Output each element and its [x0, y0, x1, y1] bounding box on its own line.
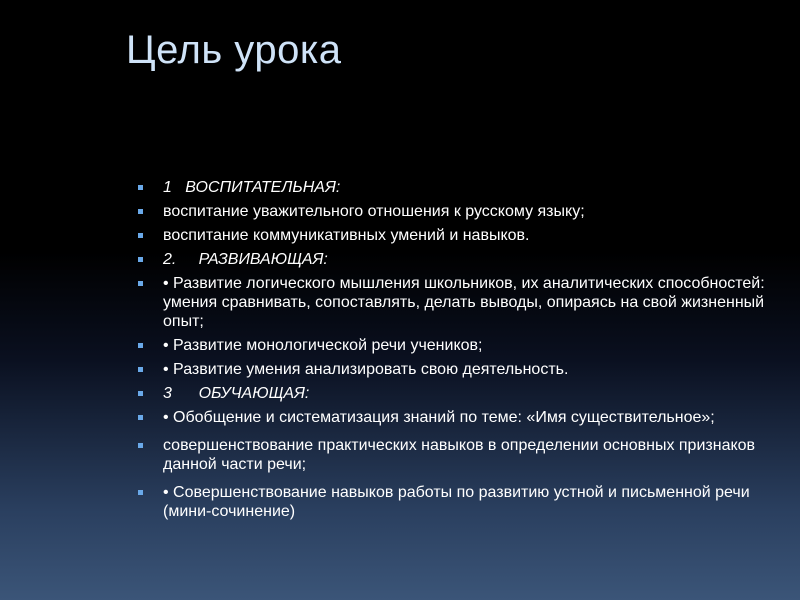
list-item-text: 3 ОБУЧАЮЩАЯ: — [163, 385, 310, 402]
square-bullet-icon — [138, 281, 143, 286]
square-bullet-icon — [138, 257, 143, 262]
square-bullet-icon — [138, 209, 143, 214]
slide-title: Цель урока — [126, 28, 342, 72]
list-item-text: 2. РАЗВИВАЮЩАЯ: — [163, 251, 328, 268]
list-item-text: 1 ВОСПИТАТЕЛЬНАЯ: — [163, 179, 341, 196]
list-item — [136, 274, 786, 331]
list-item — [136, 360, 786, 379]
list-item — [136, 436, 786, 474]
list-item-text: • Совершенствование навыков работы по развитию устной и письменной речи (мини-сочинение) — [163, 484, 750, 520]
square-bullet-icon — [138, 443, 143, 448]
square-bullet-icon — [138, 490, 143, 495]
square-bullet-icon — [138, 415, 143, 420]
square-bullet-icon — [138, 367, 143, 372]
list-item — [136, 336, 786, 355]
list-item — [136, 178, 786, 197]
list-item — [136, 250, 786, 269]
list-item-text: • Развитие логического мышления школьников, их аналитических способностей: умения сравнивать, сопоставлять, делать выводы, опираясь на свой жизненный опыт; — [163, 275, 765, 330]
list-item-text: воспитание уважительного отношения к русскому языку; — [163, 203, 585, 220]
list-item-text: совершенствование практических навыков в определении основных признаков данной части речи; — [163, 437, 756, 473]
list-item — [136, 483, 786, 521]
square-bullet-icon — [138, 391, 143, 396]
list-item-text: • Развитие монологической речи учеников; — [163, 337, 483, 354]
list-item — [136, 202, 786, 221]
bullet-list — [136, 178, 786, 526]
list-item-text: воспитание коммуникативных умений и навыков. — [163, 227, 530, 244]
list-item-text: • Развитие умения анализировать свою деятельность. — [163, 361, 569, 378]
list-item — [136, 384, 786, 403]
list-item — [136, 226, 786, 245]
square-bullet-icon — [138, 233, 143, 238]
list-item — [136, 408, 786, 427]
square-bullet-icon — [138, 343, 143, 348]
square-bullet-icon — [138, 185, 143, 190]
list-item-text: • Обобщение и систематизация знаний по теме: «Имя существительное»; — [163, 409, 715, 426]
